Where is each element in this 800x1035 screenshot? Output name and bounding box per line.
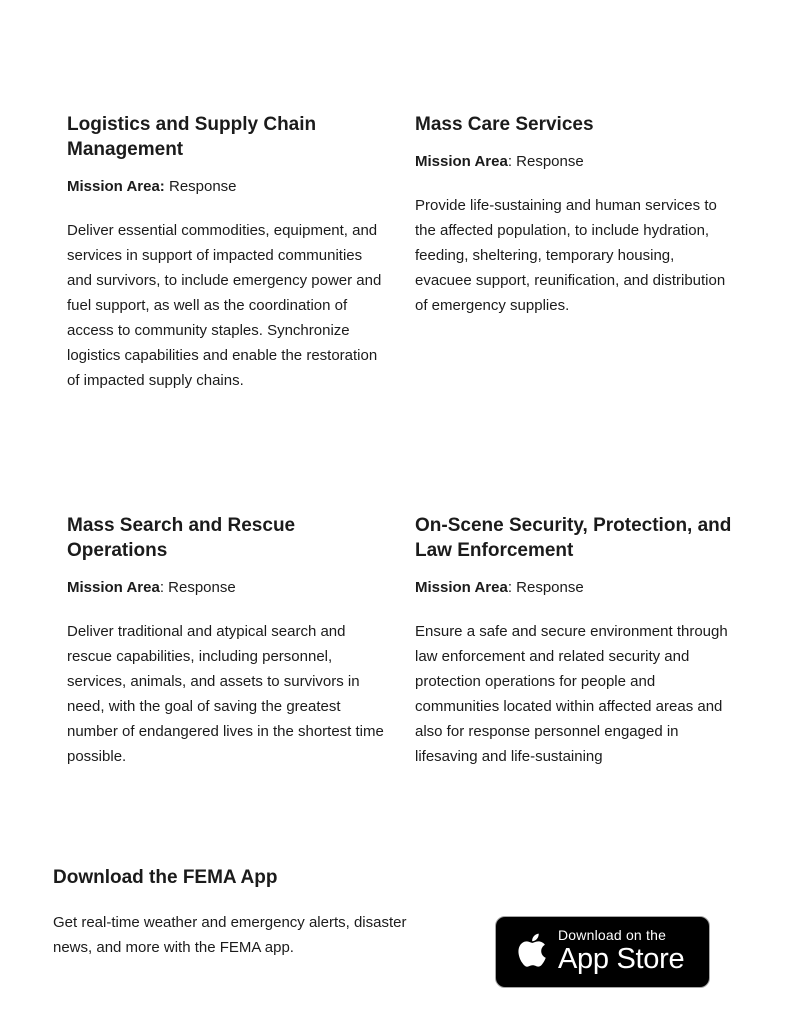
mission-area-value: Response	[511, 579, 584, 596]
mission-area-value: Response	[164, 178, 237, 195]
card-mass-search-rescue	[67, 513, 385, 769]
apple-icon	[513, 929, 547, 971]
card-title: Mass Care Services	[415, 114, 594, 135]
app-section-description: Get real-time weather and emergency alerts, disaster news, and more with the FEMA app.	[53, 914, 407, 956]
mission-area-label: Mission Area	[67, 579, 160, 596]
app-section-title: Download the FEMA App	[53, 867, 278, 888]
card-description: Provide life-sustaining and human services to the affected population, to include hydration, feeding, sheltering, temporary housing, evacuee support, reunification, and distribution of emergency supplies.	[415, 197, 726, 314]
app-store-badge-line1: Download on the	[558, 927, 667, 943]
app-store-badge-line2: App Store	[558, 943, 685, 975]
card-title: Logistics and Supply Chain Management	[67, 114, 317, 160]
mission-area-separator: :	[159, 579, 164, 596]
mission-area-value: Response	[163, 579, 236, 596]
mission-area	[67, 176, 385, 198]
card-title: Mass Search and Rescue Operations	[67, 515, 296, 561]
card-description: Ensure a safe and secure environment through law enforcement and related security and protection operations for people and communities located within affected areas and also for response personnel engaged in lifesaving and life-sustaining	[415, 623, 728, 765]
mission-area-label: Mission Area	[415, 153, 508, 170]
mission-area-separator: :	[507, 579, 512, 596]
card-logistics-supply-chain	[67, 112, 385, 393]
card-title: On-Scene Security, Protection, and Law Enforcement	[415, 515, 732, 561]
card-description: Deliver essential commodities, equipment, and services in support of impacted communities and survivors, to include emergency power and fuel support, as well as the coordination of access to community staples. Synchronize logistics capabilities and enable the restoration of impacted supply chains.	[67, 222, 382, 389]
card-description: Deliver traditional and atypical search and rescue capabilities, including personnel, services, animals, and assets to survivors in need, with the goal of saving the greatest number of endangered lives in the shortest time possible.	[67, 623, 384, 765]
card-mass-care-services	[415, 112, 733, 318]
mission-area	[67, 577, 385, 599]
app-store-badge-text	[558, 927, 684, 975]
mission-area	[415, 151, 733, 173]
mission-area-label: Mission Area	[415, 579, 508, 596]
mission-area-value: Response	[511, 153, 584, 170]
mission-area-label: Mission Area:	[67, 178, 165, 195]
mission-area-separator: :	[507, 153, 512, 170]
mission-area	[415, 577, 733, 599]
app-store-badge-link[interactable]	[495, 916, 710, 988]
card-on-scene-security	[415, 513, 733, 773]
